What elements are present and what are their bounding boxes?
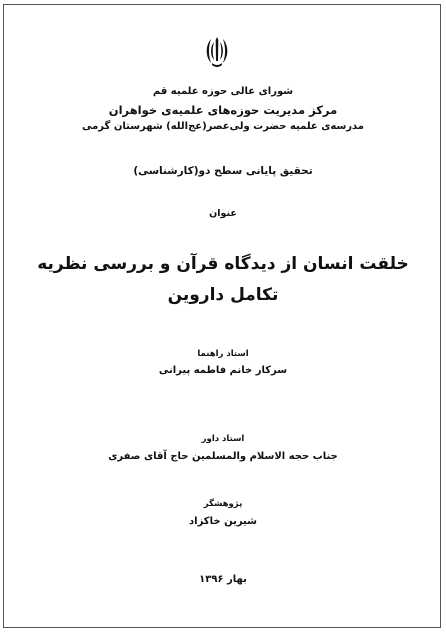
school-name: مدرسه‌ی علمیه حضرت ولی‌عصر(عج‌الله) شهرستان گرمی xyxy=(82,121,364,132)
thesis-title-line-1: خلقت انسان از دیدگاه قرآن و بررسی نظریه xyxy=(37,254,409,274)
iran-emblem-icon xyxy=(206,36,228,69)
supervisor-label: استاد راهنما xyxy=(197,349,249,359)
research-level: تحقیق پایانی سطح دو(کارشناسی) xyxy=(133,165,313,177)
researcher-label: پژوهشگر xyxy=(203,499,243,509)
researcher-name: شیرین خاکزاد xyxy=(189,516,257,527)
referee-label: استاد داور xyxy=(201,434,245,444)
thesis-title-line-2: تکامل داروین xyxy=(167,285,279,305)
council-name: شورای عالی حوزه علمیه قم xyxy=(152,86,294,97)
referee-name: جناب حجه الاسلام والمسلمین حاج آقای صفری xyxy=(108,451,338,462)
date-text: بهار ۱۳۹۶ xyxy=(199,574,247,585)
center-name: مرکز مدیریت حوزه‌های علمیه‌ی خواهران xyxy=(108,103,338,117)
supervisor-name: سرکار خانم فاطمه پیرانی xyxy=(158,365,288,376)
subject-label: عنوان xyxy=(209,208,237,219)
